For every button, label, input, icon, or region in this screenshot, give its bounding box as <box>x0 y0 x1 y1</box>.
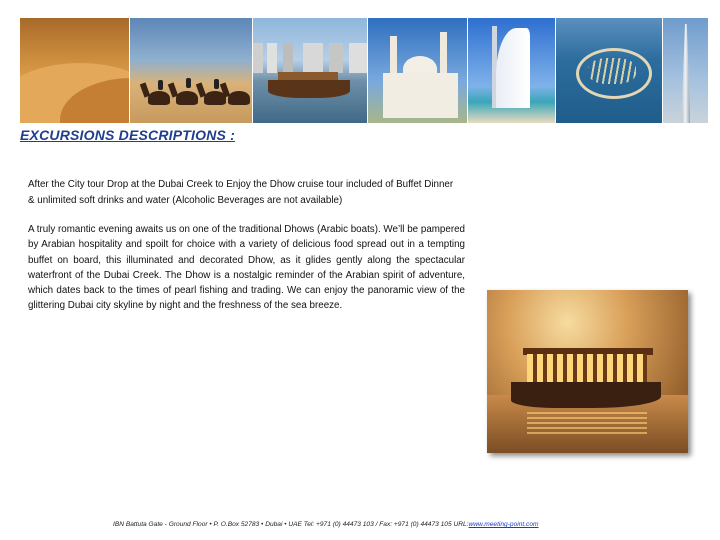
camel-caravan-photo <box>130 18 253 123</box>
desert-dunes-photo <box>20 18 130 123</box>
footer <box>113 521 539 528</box>
burj-khalifa-photo <box>663 18 708 123</box>
photo-banner <box>20 18 708 123</box>
section-title: EXCURSIONS DESCRIPTIONS : <box>20 127 236 143</box>
burj-al-arab-photo <box>468 18 556 123</box>
dubai-creek-dhow-photo <box>253 18 368 123</box>
palm-island-photo <box>556 18 663 123</box>
jumeirah-mosque-photo <box>368 18 468 123</box>
footer-url-link[interactable]: www.meeting-point.com <box>468 521 539 528</box>
footer-address: IBN Battuta Gate - Ground Floor • P. O.Box 52783 • Dubai • UAE Tel: +971 (0) 44473 103 / Fax: +971 (0) 44473 105 URL: <box>113 521 469 528</box>
illuminated-dhow-photo <box>487 290 688 453</box>
description-paragraph: A truly romantic evening awaits us on one of the traditional Dhows (Arabic boats). We’ll be pampered by Arabian hospitality and spoilt for choice with a variety of delicious food spread out in a tempting buffet on board, this illuminated and decorated Dhow, as it glides gently along the spectacular waterfront of the Dubai Creek. The Dhow is a nostalgic reminder of the Arabian spirit of adventure, which dates back to the times of pearl fishing and trading. We can enjoy the panoramic view of the glittering Dubai city skyline by night and the freshness of the sea breeze. <box>28 224 465 312</box>
intro-paragraph: After the City tour Drop at the Dubai Creek to Enjoy the Dhow cruise tour included of Buffet Dinner & unlimited soft drinks and water (Alcoholic Beverages are not available) <box>28 179 454 206</box>
